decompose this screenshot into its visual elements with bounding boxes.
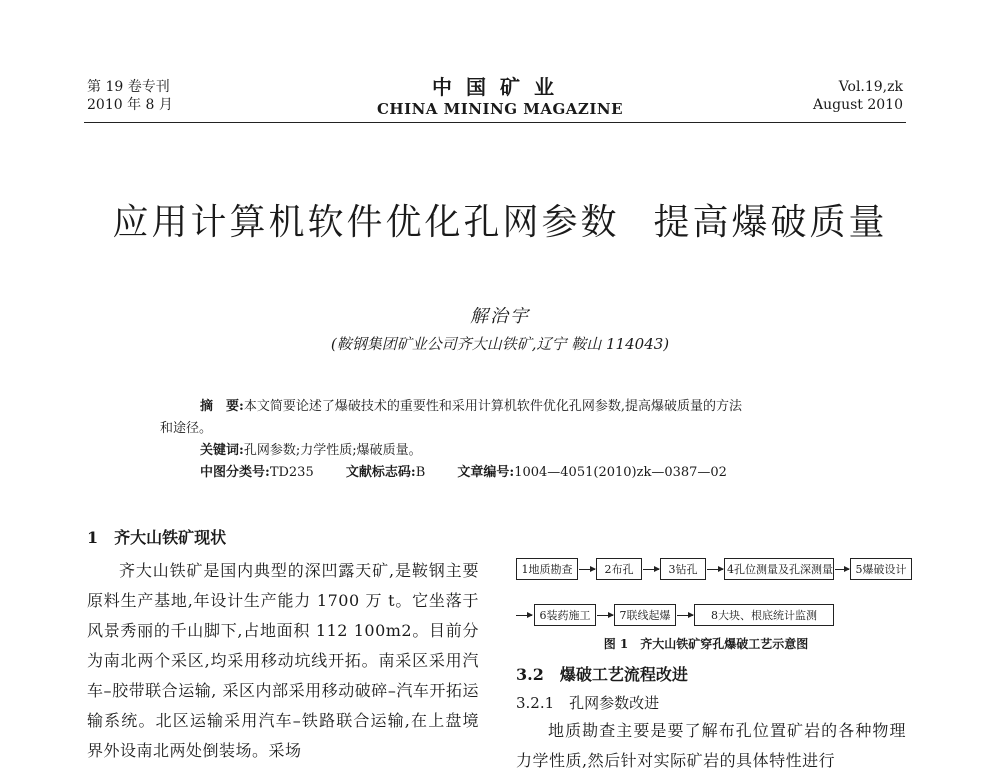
journal-name-cn: 中国矿业 [432,75,568,99]
flow-step-6: 6装药施工 [534,604,596,626]
section1-paragraph [87,556,479,766]
section321-body [516,716,906,776]
section321-heading: 3.2.1 孔网参数改进 [516,694,660,712]
classification-line [160,462,840,484]
body-line: 齐大山铁矿是国内典型的深凹露天矿,是鞍钢 [119,561,446,580]
abstract-line-1 [160,396,840,418]
section321-paragraph [516,716,906,776]
author-name: 解治宇 [470,306,530,327]
section1-body [87,556,479,766]
body-line: 破碎–汽车开拓运输系统。北区运输采用汽车–铁路 [87,681,479,730]
flow-step-5: 5爆破设计 [850,558,912,580]
keywords-label: 关键词: [200,443,244,458]
author-affiliation: (鞍钢集团矿业公司齐大山铁矿,辽宁 鞍山 114043) [330,335,670,353]
article-no-value: 1004—4051(2010)zk—0387—02 [514,465,727,480]
clc-label: 中图分类号: [200,465,270,480]
body-line: 主要原料生产基地,年设计生产能力 1700 万 t。它 [87,561,479,610]
paper-title-part1: 应用计算机软件优化孔网参数 [112,202,620,243]
body-line: 采区采用汽车–胶带联合运输, 采区内部采用移动 [87,651,479,700]
abstract-line-2: 和途径。 [160,421,213,436]
flow-step-2: 2布孔 [596,558,642,580]
flow-step-7: 7联线起爆 [614,604,676,626]
flow-arrow [677,615,693,616]
flow-step-3: 3钻孔 [660,558,706,580]
journal-name-en: CHINA MINING MAGAZINE [376,100,624,118]
section1-heading: 1 齐大山铁矿现状 [87,528,227,547]
header-date: 2010 年 8 月 [87,97,173,113]
body-line: 地质勘查主要是要了解布孔位置矿岩的各种 [548,721,873,740]
paper-title [0,200,1000,246]
flow-arrow [516,615,532,616]
keywords-text: 孔网参数;力学性质;爆破质量。 [243,443,422,458]
clc-value: TD235 [269,465,314,480]
flow-step-1: 1地质勘查 [516,558,578,580]
doc-code-item [346,462,425,484]
body-line: 联合运输,在上盘境界外设南北两处倒装场。采场 [87,711,479,760]
body-line: 目前分为南北两个采区,均采用移动坑线开拓。南 [87,621,479,670]
header-issue-info [813,78,903,114]
header-date-en: August 2010 [813,97,903,113]
flow-arrow [707,569,723,570]
header-rule [84,122,906,123]
doc-code-value: B [415,465,426,480]
figure-caption: 图 1 齐大山铁矿穿孔爆破工艺示意图 [603,637,809,651]
flow-arrow [579,569,595,570]
body-line: 坐落于风景秀丽的千山脚下,占地面积 112 100m2。 [87,591,479,640]
header-volume: 第 19 卷专刊 [87,79,170,95]
blasting-flowchart [516,548,916,622]
keywords-line [160,440,840,462]
flow-step-4: 4孔位测量及孔深测量 [724,558,834,580]
paper-title-part2: 提高爆破质量 [653,202,888,243]
article-no-item [457,462,727,484]
flow-arrow [643,569,659,570]
abstract-text-1: 本文简要论述了爆破技术的重要性和采用计算机软件优化孔网参数,提高爆破质量的方法 [243,399,742,414]
article-no-label: 文章编号: [457,465,515,480]
doc-code-label: 文献标志码: [345,465,416,480]
flow-arrow [835,569,849,570]
flow-step-8: 8大块、根底统计监测 [694,604,834,626]
section32-heading: 3.2 爆破工艺流程改进 [516,665,688,684]
abstract-block [160,396,840,484]
flow-arrow [597,615,613,616]
clc-item [200,462,314,484]
header-vol-en: Vol.19,zk [838,79,903,95]
abstract-label: 摘 要: [200,399,244,414]
body-line: 物理力学性质,然后针对实际矿岩的具体特性进行 [516,721,906,770]
